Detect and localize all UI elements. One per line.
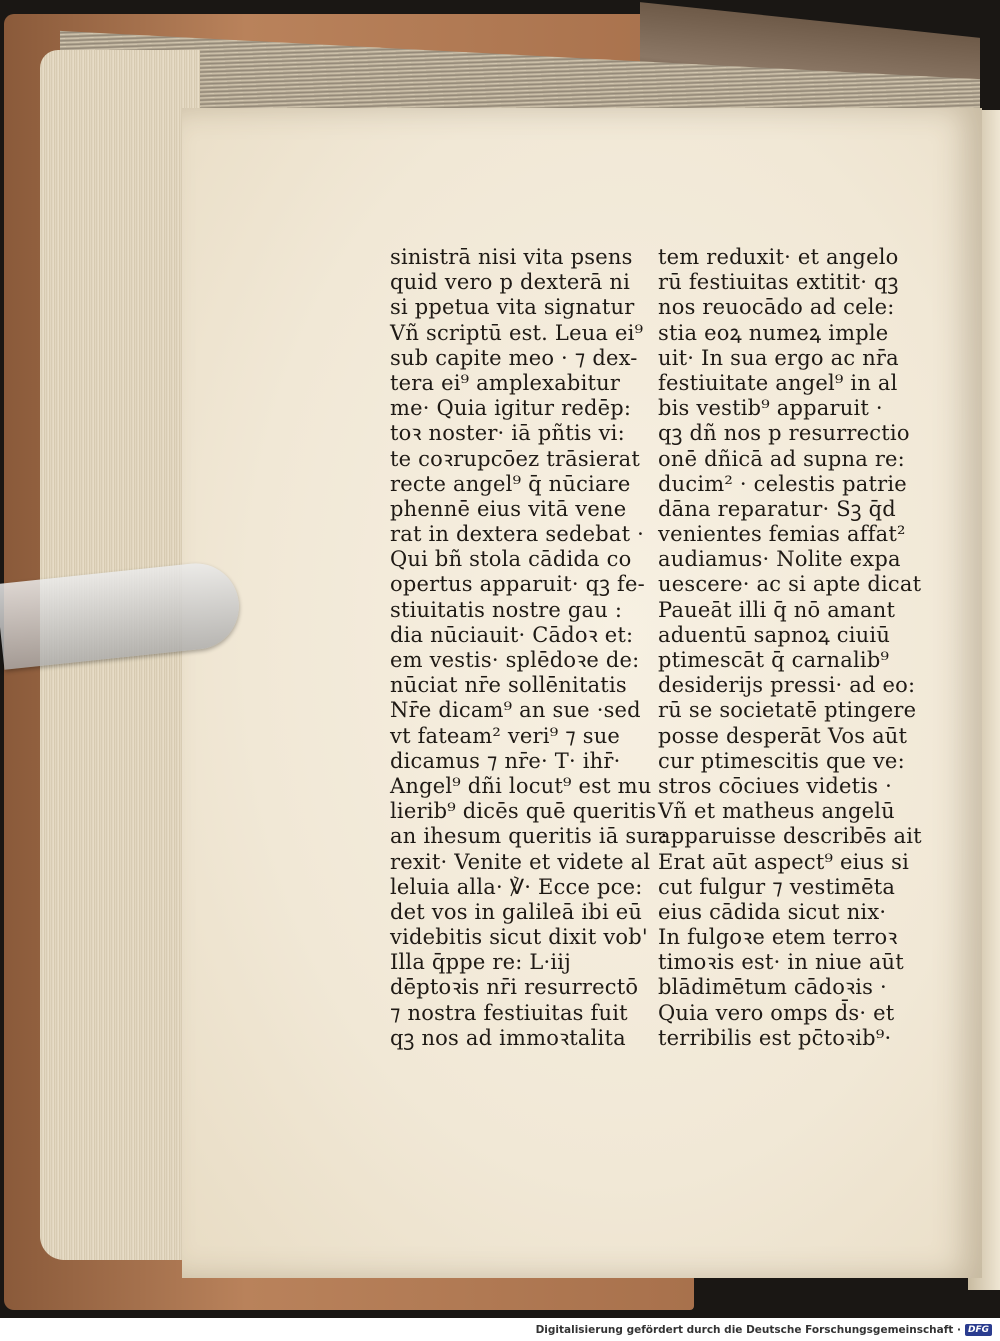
text-line: cut fulgur ⁊ vestimēta	[658, 874, 896, 899]
text-line: leluia alla· ℣· Ecce pce:	[390, 874, 643, 899]
text-line: uescere· ac si apte dicat	[658, 572, 922, 597]
text-line: videbitis sicut dixit vob'	[390, 925, 648, 950]
text-line: sinistrā nisi vita psens	[390, 245, 633, 269]
text-line: desiderijs pressi· ad eo:	[658, 673, 916, 698]
text-line: em vestis· splēdoꝛe de:	[390, 648, 640, 672]
text-line: bis vestib⁹ apparuit ·	[658, 396, 883, 421]
footer-bar	[0, 1318, 1000, 1341]
footer-credit: Digitalisierung gefördert durch die Deutsche Forschungsgemeinschaft ·	[535, 1323, 961, 1336]
text-line: me· Quia igitur redēp:	[390, 396, 632, 421]
text-line: det vos in galileā ibi eū	[390, 899, 643, 924]
text-line: nos reuocādo ad cele:	[658, 295, 895, 320]
text-column-right	[658, 245, 922, 1051]
text-line: rat in dextera sedebat ·	[390, 522, 645, 547]
text-line: si ppetua vita signatur	[390, 295, 635, 320]
text-line: Nr̄e dicam⁹ an sue ·sed	[390, 698, 641, 723]
text-line: eius cādida sicut nix·	[658, 899, 887, 924]
text-line: sub capite meo · ⁊ dex-	[390, 345, 638, 370]
text-line: lierib⁹ dicēs quē queritis	[390, 799, 657, 824]
text-line: terribilis est pc̄toꝛib⁹·	[658, 1025, 892, 1050]
text-line: Vñ et matheus angelū	[658, 799, 895, 824]
text-line: dāna reparatur· Sꝫ q̄d	[658, 496, 896, 521]
text-line: dia nūciauit· Cādoꝛ et:	[390, 622, 634, 647]
text-line: recte angel⁹ q̄ nūciare	[390, 471, 631, 496]
text-line: rū festiuitas extitit· qꝫ	[658, 270, 899, 295]
text-line: an ihesum queritis iā sur:	[390, 824, 668, 849]
text-line: blādimētum cādoꝛis ·	[658, 975, 887, 1000]
text-line: cur ptimescitis que ve:	[658, 748, 905, 773]
text-line: quid vero p dexterā ni	[390, 270, 631, 295]
text-line: nūciat nr̄e sollēnitatis	[390, 673, 627, 698]
text-line: ducim² · celestis patrie	[658, 471, 907, 496]
text-line: Quia vero omps d̄s· et	[658, 1000, 895, 1025]
text-line: onē dñicā ad supna re:	[658, 446, 905, 471]
text-line: stiuitatis nostre gau :	[390, 597, 623, 622]
text-line: rū se societatē ptingere	[658, 698, 917, 723]
text-line: Vñ scriptū est. Leua ei⁹	[390, 320, 644, 345]
text-line: audiamus· Nolite expa	[658, 547, 901, 572]
text-line: uit· In sua ergo ac nr̄a	[658, 345, 899, 370]
text-line: In fulgoꝛe etem terroꝛ	[658, 925, 898, 950]
text-line: vt fateam² veri⁹ ⁊ sue	[390, 723, 621, 748]
dfg-logo-icon: DFG	[965, 1324, 992, 1336]
text-line: timoꝛis est· in niue aūt	[658, 950, 904, 975]
text-line: stia eoꝝ numeꝝ imple	[658, 320, 889, 345]
text-line: dicamus ⁊ nr̄e· T· ihr̄·	[390, 748, 621, 773]
text-column-left	[390, 245, 668, 1051]
text-line: Angel⁹ dñi locut⁹ est mu	[390, 773, 652, 798]
text-line: ptimescāt q̄ carnalib⁹	[658, 648, 890, 672]
text-line: Erat aūt aspect⁹ eius si	[658, 849, 910, 874]
text-line: qꝫ nos ad immoꝛtalita	[390, 1025, 626, 1050]
text-line: Qui bñ stola cādida co	[390, 547, 632, 572]
text-line: opertus apparuit· qꝫ fe-	[390, 572, 645, 597]
text-line: rexit· Venite et videte al	[390, 849, 651, 874]
text-line: qꝫ dñ nos p resurrectio	[658, 421, 910, 446]
text-line: phennē eius vitā vene	[390, 496, 627, 521]
text-line: dēptoꝛis nr̄i resurrectō	[390, 975, 639, 1000]
text-line: posse desperāt Vos aūt	[658, 723, 908, 748]
text-line: tem reduxit· et angelo	[658, 245, 899, 269]
text-line: aduentū sapnoꝝ ciuiū	[658, 622, 891, 647]
text-line: ⁊ nostra festiuitas fuit	[390, 1000, 628, 1025]
text-line: festiuitate angel⁹ in al	[658, 370, 898, 395]
text-line: toꝛ noster· iā pñtis vi:	[390, 421, 625, 446]
text-line: Paueāt illi q̄ nō amant	[658, 597, 896, 622]
text-line: tera ei⁹ amplexabitur	[390, 370, 621, 395]
text-line: te coꝛrupcōez trāsierat	[390, 446, 640, 471]
text-line: stros cōciues videtis ·	[658, 773, 892, 798]
text-line: apparuisse describēs ait	[658, 824, 922, 849]
text-line: venientes femias affat²	[658, 522, 906, 547]
text-line: Illa q̄ppe re: L·iij	[390, 950, 571, 975]
